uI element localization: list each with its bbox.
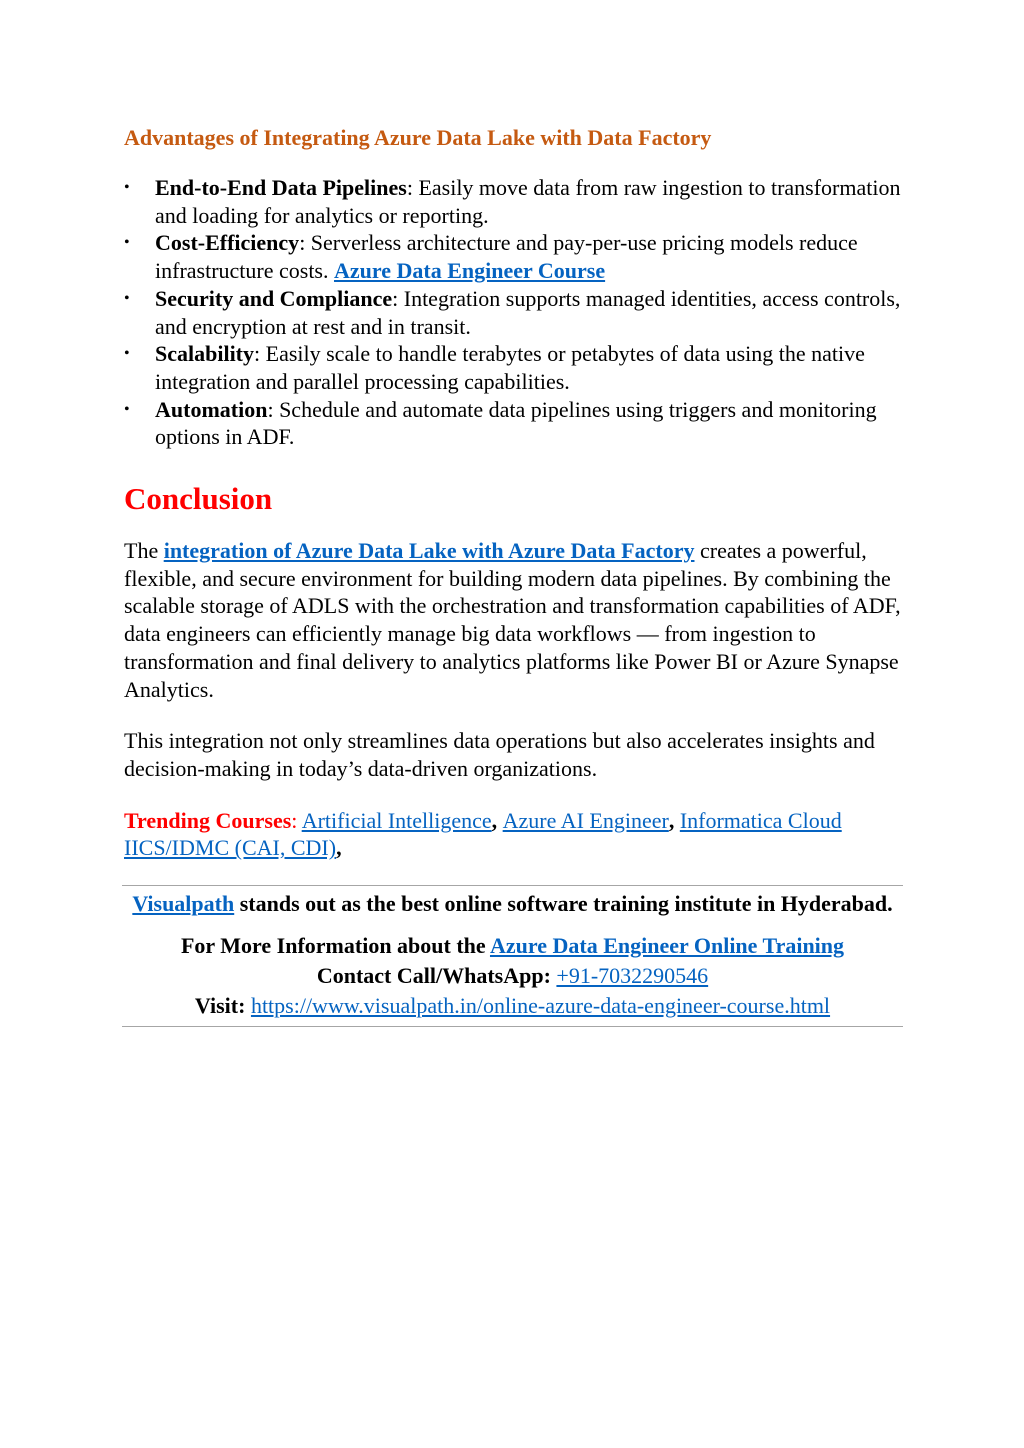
bullet-text: : Schedule and automate data pipelines using triggers and monitoring options in ADF. [155,396,877,450]
conclusion-heading: Conclusion [124,481,273,517]
course-separator: , [491,807,503,833]
list-item [124,174,904,229]
bullet-icon: • [124,289,130,307]
bullet-term: Cost-Efficiency [155,230,300,256]
list-item [124,396,904,451]
brand-text: stands out as the best online software training institute in Hyderabad. [234,891,893,916]
bullet-icon: • [124,400,130,418]
spacer [122,919,903,931]
website-link[interactable]: https://www.visualpath.in/online-azure-data-engineer-course.html [250,993,831,1018]
bullet-text: : Easily scale to handle terabytes or petabytes of data using the native integration and parallel processing capabilities. [155,341,865,394]
contact-label: Contact Call/WhatsApp: [316,963,557,988]
bullet-text: : Integration supports managed identities, access controls, and encryption at rest and in transit. [155,285,901,339]
bullet-text: : Easily move data from raw ingestion to transformation and loading for analytics or reporting. [155,175,901,228]
bullet-icon: • [124,179,130,196]
azure-data-engineer-course-link[interactable]: Azure Data Engineer Course [334,258,606,284]
contact-footer [122,885,903,1027]
course-separator: , [668,807,680,833]
bullet-icon: • [124,234,130,252]
bullet-term: Security and Compliance [155,285,393,311]
main-content [124,122,904,886]
visit-label: Visit: [194,993,251,1018]
course-link-azure-ai[interactable]: Azure AI Engineer [502,807,669,833]
bullet-term: End-to-End Data Pipelines [155,175,407,200]
advantages-list [124,174,904,451]
list-item [124,340,904,395]
info-line [122,931,903,961]
trailing-comma: , [336,835,342,861]
advantages-heading: Advantages of Integrating Azure Data Lake with Data Factory [124,125,712,150]
summary-paragraph: This integration not only streamlines data operations but also accelerates insights and decision-making in today’s data-driven organizations. [124,728,875,781]
list-item [124,285,904,340]
bullet-text: : Serverless architecture and pay-per-use pricing models reduce infrastructure costs. [155,230,858,284]
paragraph-prefix: The [124,538,164,564]
conclusion-paragraph [124,537,904,703]
contact-line [122,961,903,991]
online-training-link[interactable]: Azure Data Engineer Online Training [489,933,845,958]
list-item [124,229,904,284]
trending-courses [124,807,904,862]
course-link-informatica[interactable]: Informatica Cloud IICS/IDMC (CAI, CDI) [124,807,842,861]
visualpath-link[interactable]: Visualpath [132,891,235,916]
trending-colon: : [291,807,302,833]
bullet-term: Scalability [155,341,255,367]
paragraph-text: creates a powerful, flexible, and secure environment for building modern data pipelines. By combining the scalable storage of ADLS with the orchestration and transformation capabilities of ADF, data engineers can efficiently manage big data workflows — from ingestion to transformation and final delivery to analytics platforms like Power BI or Azure Synapse Analytics. [124,538,901,702]
phone-link[interactable]: +91-7032290546 [556,963,709,988]
trending-label: Trending Courses [124,807,292,833]
course-link-ai[interactable]: Artificial Intelligence [301,807,492,833]
bullet-icon: • [124,345,130,363]
info-prefix: For More Information about the [180,933,490,958]
brand-line [122,889,903,919]
integration-link[interactable]: integration of Azure Data Lake with Azure Data Factory [163,538,695,564]
bullet-term: Automation [155,396,268,422]
visit-line [122,991,903,1021]
